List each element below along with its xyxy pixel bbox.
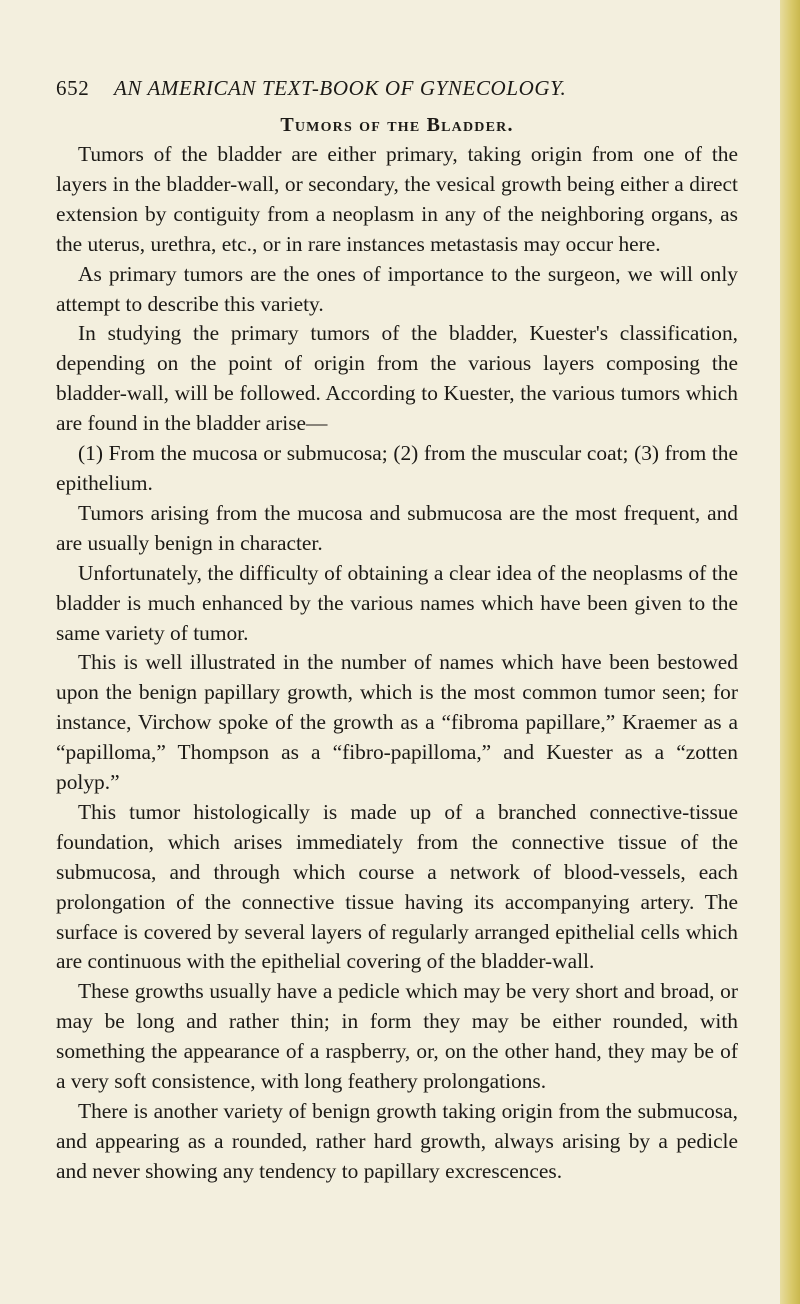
paragraph-1: Tumors of the bladder are either primary, taking origin from one of the layers in the bladder-wall, or secondary, the vesical growth being either a direct extension by contiguity from a neoplasm in any of the neighboring organs, as the uterus, urethra, etc., or in rare instances metastasis may occur here.	[56, 142, 738, 256]
running-title: AN AMERICAN TEXT-BOOK OF GYNECOLOGY.	[114, 76, 567, 100]
paragraph-3: In studying the primary tumors of the bladder, Kuester's classification, depending on the point of origin from the various layers composing the bladder-wall, will be followed. According to Kuester, the various tumors which are found in the bladder arise—	[56, 321, 738, 436]
book-page	[56, 74, 738, 1187]
running-header	[56, 74, 738, 102]
section-heading: Tumors of the Bladder.	[280, 114, 514, 136]
paragraph-5: Tumors arising from the mucosa and submucosa are the most frequent, and are usually benign in character.	[56, 500, 738, 555]
paragraph-10: There is another variety of benign growth taking origin from the submucosa, and appearing as a rounded, rather hard growth, always arising by a pedicle and never showing any tendency to papillary excrescences.	[56, 1099, 738, 1183]
paragraph-2: As primary tumors are the ones of importance to the surgeon, we will only attempt to describe this variety.	[56, 261, 738, 316]
paragraph-8: This tumor histologically is made up of a branched connective-tissue foundation, which arises immediately from the connective tissue of the submucosa, and through which course a network of blood-vessels, each prolongation of the connective tissue having its accompanying artery. The surface is covered by several layers of regularly arranged epithelial cells which are continuous with the epithelial covering of the bladder-wall.	[56, 799, 738, 974]
paragraph-9: These growths usually have a pedicle which may be very short and broad, or may be long and rather thin; in form they may be either rounded, with something the appearance of a raspberry, or, on the other hand, they may be of a very soft consistence, with long feathery prolongations.	[56, 979, 738, 1094]
page-edge	[780, 0, 800, 1304]
page-number: 652	[56, 76, 90, 100]
paragraph-6: Unfortunately, the difficulty of obtaining a clear idea of the neoplasms of the bladder is much enhanced by the various names which have been given to the same variety of tumor.	[56, 560, 738, 645]
paragraph-7: This is well illustrated in the number of names which have been bestowed upon the benign papillary growth, which is the most common tumor seen; for instance, Virchow spoke of the growth as a “fibroma papillare,” Kraemer as a “papilloma,” Thompson as a “fibro-papilloma,” and Kuester as a “zotten polyp.”	[56, 650, 738, 795]
paragraph-4: (1) From the mucosa or submucosa; (2) from the muscular coat; (3) from the epithelium.	[56, 441, 738, 495]
